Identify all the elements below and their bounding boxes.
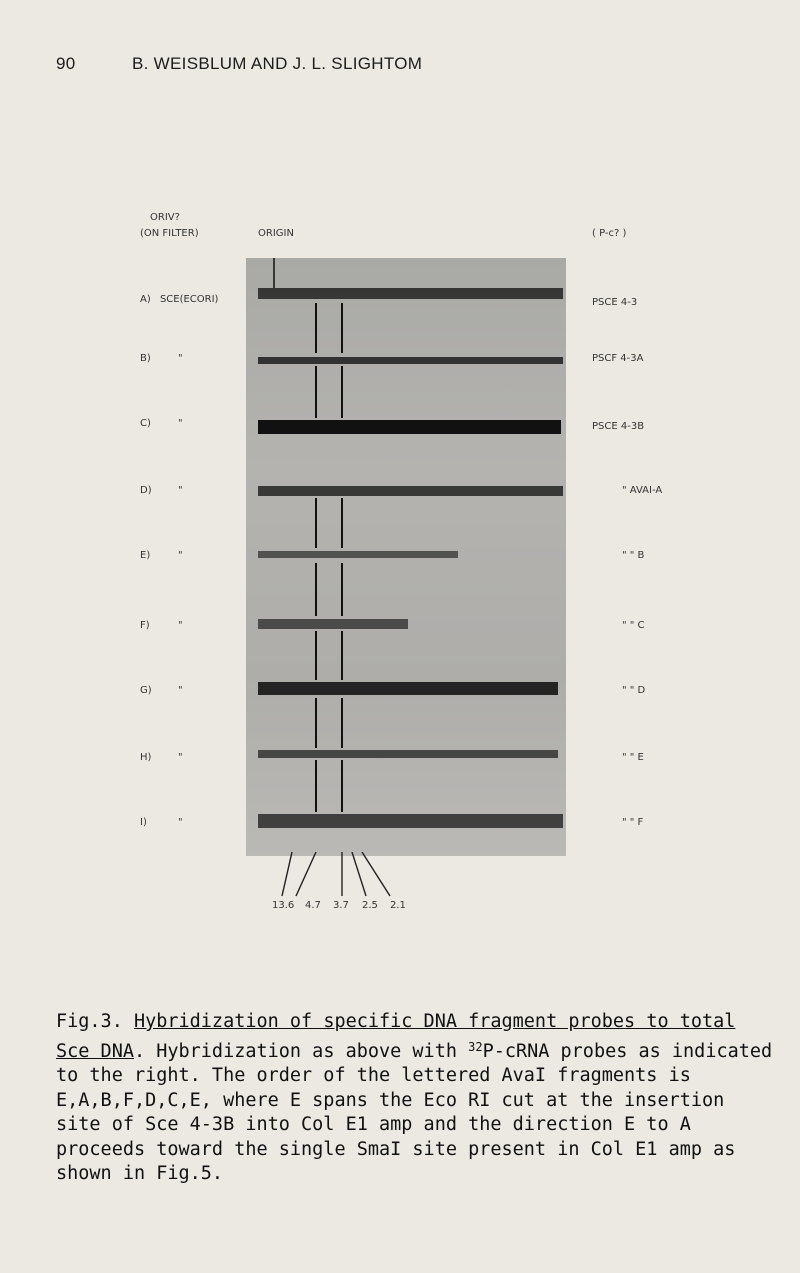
top-label-right: ( P-c? ) (592, 228, 627, 239)
lane-sample: " (178, 817, 183, 828)
size-marker-5: 2.1 (390, 900, 406, 911)
probe-label-b: PSCF 4-3A (592, 353, 644, 364)
lane-sample: " (178, 418, 183, 429)
lane-label-a (140, 294, 218, 305)
top-label-left-1: ORIV? (150, 212, 180, 223)
probe-label-i: " " F (622, 817, 644, 828)
lane-letter: B) (140, 353, 151, 364)
lane-label-d (140, 485, 183, 496)
size-marker-4: 2.5 (362, 900, 378, 911)
gel-bands (246, 258, 566, 856)
lane-label-c (140, 418, 183, 429)
probe-label-g: " " D (622, 685, 646, 696)
lane-letter: A) (140, 294, 151, 305)
lane-label-h (140, 752, 183, 763)
probe-label-e: " " B (622, 550, 645, 561)
origin-label: ORIGIN (258, 228, 294, 239)
gel-blot-image (246, 258, 566, 856)
lane-label-f (140, 620, 183, 631)
probe-label-c: PSCE 4-3B (592, 421, 645, 432)
lane-label-b (140, 353, 183, 364)
lane-letter: H) (140, 752, 152, 763)
top-label-left-2: (ON FILTER) (140, 228, 199, 239)
lane-letter: G) (140, 685, 152, 696)
lane-sample: " (178, 685, 183, 696)
lane-letter: F) (140, 620, 150, 631)
probe-label-f: " " C (622, 620, 645, 631)
lane-sample: " (178, 353, 183, 364)
lane-sample: " (178, 752, 183, 763)
size-marker-3: 3.7 (333, 900, 349, 911)
page-number: 90 (56, 54, 76, 73)
figure-caption (56, 1010, 776, 1187)
lane-sample: SCE(ECORI) (159, 294, 219, 305)
lane-label-g (140, 685, 183, 696)
size-marker-lines (270, 852, 410, 902)
lane-letter: E) (140, 550, 151, 561)
caption-title: Hybridization of specific DNA fragment probes to total Sce DNA (56, 1011, 736, 1062)
size-marker-2: 4.7 (305, 900, 321, 911)
lane-letter: D) (140, 485, 152, 496)
caption-superscript: 32 (468, 1039, 483, 1054)
lane-label-e (140, 550, 183, 561)
caption-text-2: P-cRNA probes as indicated to the right. The order of the lettered AvaI fragments is E,A,B,F,D,C,E, where E spans the Eco RI cut at the insertion site of Sce 4-3B into Col E1 amp and the direction E to A proceeds toward the single SmaI site present in Col E1 amp as shown in Fig.5. (56, 1040, 773, 1184)
lane-sample: " (178, 550, 183, 561)
probe-label-d: " AVAI-A (622, 485, 663, 496)
probe-label-h: " " E (622, 752, 644, 763)
caption-fig-label: Fig.3. (56, 1011, 123, 1032)
caption-text-1: . Hybridization as above with (133, 1040, 469, 1062)
probe-label-a: PSCE 4-3 (592, 297, 638, 308)
lane-letter: C) (140, 418, 151, 429)
lane-letter: I) (140, 817, 147, 828)
size-marker-1: 13.6 (272, 900, 295, 911)
header-authors: B. WEISBLUM AND J. L. SLIGHTOM (132, 54, 423, 73)
lane-sample: " (178, 485, 183, 496)
lane-label-i (140, 817, 183, 828)
lane-sample: " (178, 620, 183, 631)
